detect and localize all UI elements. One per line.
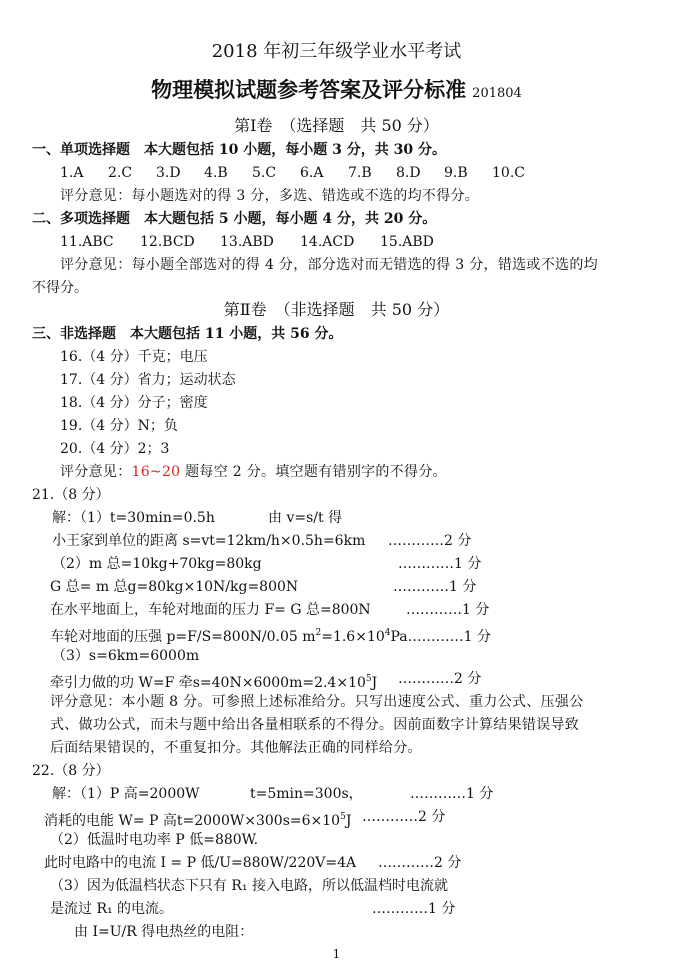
answer-item: 2.C bbox=[108, 165, 133, 181]
subtitle-text: 物理模拟试题参考答案及评分标准 bbox=[151, 77, 467, 102]
q21-line-1: 解：（1）t=30min=0.5h bbox=[52, 510, 215, 526]
q21-line-5: 在水平地面上，车轮对地面的压力 F= G 总=800N bbox=[50, 602, 371, 618]
q21-line-5-score: …………1 分 bbox=[406, 602, 490, 618]
q21-line-8 bbox=[50, 669, 377, 693]
q21-line-6-sup2: 4 bbox=[384, 628, 391, 638]
q21-line-8-b: J bbox=[371, 675, 378, 691]
answer-item: 6.A bbox=[300, 165, 324, 181]
answer-item: 13.ABD bbox=[220, 234, 274, 250]
fill-answer-17: 17.（4 分）省力；运动状态 bbox=[60, 372, 236, 388]
exam-code: 201804 bbox=[472, 86, 522, 101]
answer-item: 3.D bbox=[156, 165, 181, 181]
q21-line-8-a: 牵引力做的功 W=F 牵s=40N×6000m=2.4×10 bbox=[50, 675, 366, 691]
q21-line-4-score: …………1 分 bbox=[393, 579, 477, 595]
q22-line-2-a: 消耗的电能 W= P 高t=2000W×300s=6×10 bbox=[44, 813, 341, 829]
q21-line-8-sup: 5 bbox=[365, 674, 372, 684]
answer-item: 7.B bbox=[348, 165, 372, 181]
q22-line-4: 此时电路中的电流 I = P 低/U=880W/220V=4A bbox=[44, 855, 357, 871]
fill-comment-prefix: 评分意见： bbox=[60, 464, 132, 480]
q21-line-6-score: …………1 分 bbox=[407, 629, 491, 645]
q22-line-4-score: …………2 分 bbox=[378, 855, 462, 871]
answer-item: 12.BCD bbox=[140, 234, 195, 250]
q22-line-5: （3）因为低温档状态下只有 R₁ 接入电路，所以低温档时电流就 bbox=[50, 878, 448, 894]
q21-line-4: G 总= m 总g=80kg×10N/kg=800N bbox=[50, 579, 299, 595]
answer-item: 4.B bbox=[204, 165, 228, 181]
q21-line-6-b: =1.6×10 bbox=[321, 629, 385, 645]
q21-line-2-score: …………2 分 bbox=[388, 533, 472, 549]
q21-comment-line-1: 评分意见：本小题 8 分。可参照上述标准给分。只写出速度公式、重力公式、压强公 bbox=[50, 694, 584, 710]
fill-answer-16: 16.（4 分）千克；电压 bbox=[60, 349, 208, 365]
answer-item: 5.C bbox=[252, 165, 277, 181]
answer-item: 9.B bbox=[444, 165, 468, 181]
fill-comment-suffix: 题每空 2 分。填空题有错别字的不得分。 bbox=[180, 464, 447, 480]
q21-line-6-c: Pa bbox=[390, 629, 408, 645]
q21-line-7: （3）s=6km=6000m bbox=[52, 648, 200, 664]
q22-line-1-time: t=5min=300s， bbox=[250, 786, 363, 802]
answer-item: 14.ACD bbox=[300, 234, 355, 250]
section-2-answers bbox=[60, 232, 460, 252]
q22-line-2-score: …………2 分 bbox=[362, 809, 446, 825]
q21-line-2: 小王家到单位的距离 s=vt=12km/h×0.5h=6km bbox=[52, 533, 366, 549]
q21-line-6-sup: 2 bbox=[315, 628, 322, 638]
q22-line-6: 是流过 R₁ 的电流。 bbox=[50, 901, 174, 917]
answer-item: 8.D bbox=[396, 165, 421, 181]
fill-comment bbox=[60, 462, 447, 482]
volume-2-heading: 第Ⅱ卷 （非选择题 共 50 分） bbox=[223, 300, 450, 319]
q22-line-2-b: J bbox=[345, 813, 352, 829]
volume-1-heading: 第Ⅰ卷 （选择题 共 50 分） bbox=[234, 116, 439, 135]
q21-line-6-a: 车轮对地面的压强 p=F/S=800N/0.05 m bbox=[50, 629, 316, 645]
q22-line-7: 由 I=U/R 得电热丝的电阻： bbox=[74, 924, 254, 940]
fill-answer-19: 19.（4 分）N；负 bbox=[60, 418, 178, 434]
page-number: 1 bbox=[332, 947, 341, 961]
answer-item: 11.ABC bbox=[60, 234, 114, 250]
q22-line-6-score: …………1 分 bbox=[372, 901, 456, 917]
section-3-title: 三、非选择题 本大题包括 11 小题，共 56 分。 bbox=[32, 326, 343, 342]
q22-heading: 22.（8 分） bbox=[32, 763, 110, 779]
q22-line-1-score: …………1 分 bbox=[410, 786, 494, 802]
q21-heading: 21.（8 分） bbox=[32, 487, 110, 503]
q21-line-3-score: …………1 分 bbox=[398, 556, 482, 572]
q22-line-3: （2）低温时电功率 P 低=880W. bbox=[50, 832, 259, 848]
answer-item: 1.A bbox=[60, 165, 84, 181]
section-1-answers bbox=[60, 163, 540, 183]
fill-comment-range: 16~20 bbox=[131, 464, 181, 480]
q21-comment-line-3: 后面结果错误的，不重复扣分。其他解法正确的同样给分。 bbox=[50, 740, 422, 756]
q21-comment-line-2: 式、做功公式，而未与题中给出各量相联系的不得分。因前面数字计算结果错误导致 bbox=[50, 717, 580, 733]
answer-item: 10.C bbox=[492, 165, 525, 181]
q21-line-3: （2）m 总=10kg+70kg=80kg bbox=[52, 556, 262, 572]
q21-line-1-note: 由 v=s/t 得 bbox=[268, 510, 343, 526]
exam-subtitle bbox=[0, 77, 673, 104]
section-2-comment-line-2: 不得分。 bbox=[32, 280, 88, 296]
section-2-title: 二、多项选择题 本大题包括 5 小题，每小题 4 分，共 20 分。 bbox=[32, 211, 437, 227]
q22-line-1: 解：（1）P 高=2000W bbox=[52, 786, 200, 802]
section-1-comment: 评分意见：每小题选对的得 3 分，多选、错选或不选的均不得分。 bbox=[60, 188, 480, 204]
fill-answer-20: 20.（4 分）2；3 bbox=[60, 441, 170, 457]
exam-title: 2018 年初三年级学业水平考试 bbox=[211, 41, 462, 62]
answer-item: 15.ABD bbox=[380, 234, 434, 250]
q21-line-8-score: …………2 分 bbox=[398, 671, 482, 687]
section-1-title: 一、单项选择题 本大题包括 10 小题，每小题 3 分，共 30 分。 bbox=[32, 142, 446, 158]
q21-line-6 bbox=[50, 623, 491, 647]
q22-line-2 bbox=[44, 807, 351, 831]
q22-line-2-sup: 5 bbox=[340, 812, 346, 822]
section-2-comment-line-1: 评分意见：每小题全部选对的得 4 分，部分选对而无错选的得 3 分，错选或不选的均 bbox=[60, 257, 598, 273]
fill-answer-18: 18.（4 分）分子；密度 bbox=[60, 395, 208, 411]
